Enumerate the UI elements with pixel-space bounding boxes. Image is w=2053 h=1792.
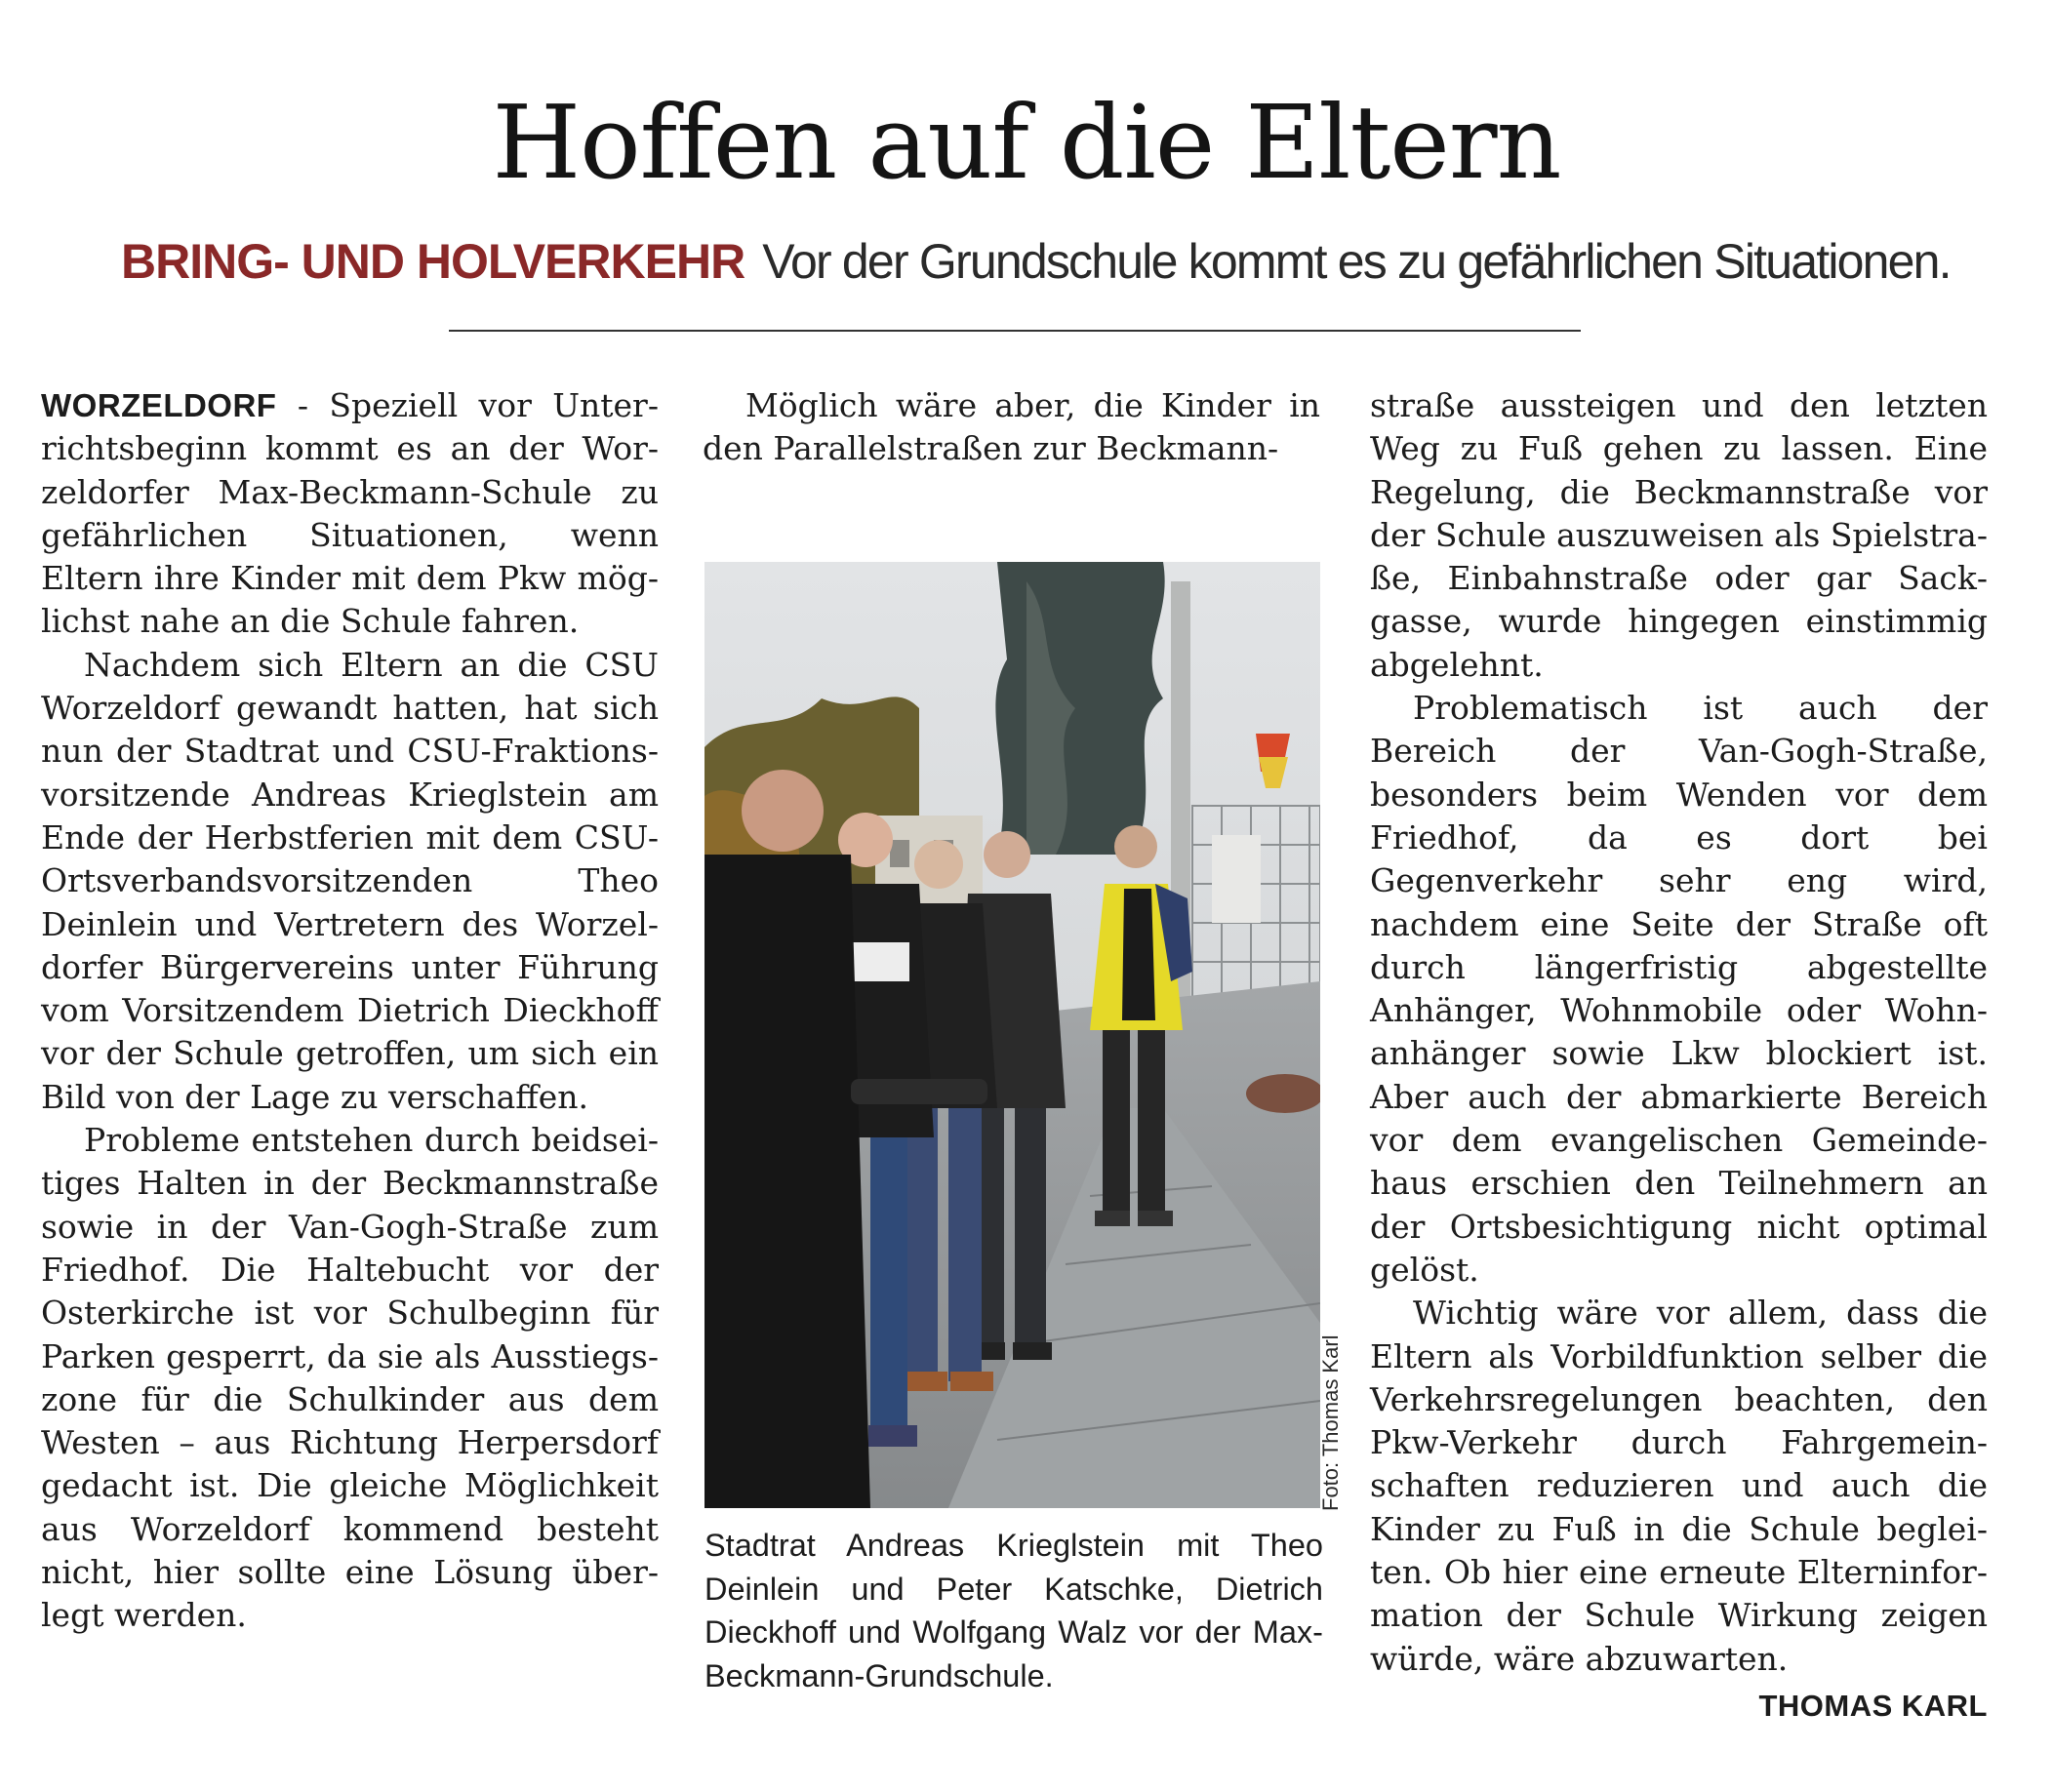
paragraph: Nachdem sich Eltern an die CSU Worzeldorf gewandt hatten, hat sich nun der Stadtrat und CSU-Fraktionsvorsitzende Andreas Krieglstein am Ende der Herbstferien mit dem CSU-Ortsverbandsvorsitzenden Theo Deinlein und Vertretern des Worzeldorfer Bürgervereins unter Führung vom Vorsitzendem Dietrich Dieckhoff vor der Schule getroffen, um sich ein Bild von der Lage zu verschaffen. — [41, 645, 659, 1116]
text-column-1 — [41, 384, 659, 1638]
headline: Hoffen auf die Eltern — [492, 83, 1561, 202]
paragraph: Möglich wäre aber, die Kinder in den Parallelstraßen zur Beckmann- — [703, 386, 1320, 468]
text-column-3 — [1370, 384, 1988, 1728]
kicker: BRING- UND HOLVERKEHR — [121, 234, 745, 289]
paragraph: Problematisch ist auch der Bereich der Van-Gogh-Straße, besonders beim Wenden vor dem Friedhof, da es dort bei Gegenverkehr sehr eng wird, nachdem eine Seite der Straße oft durch längerfristig abgestellte Anhänger, Wohnmobile oder Wohnanhänger sowie Lkw blockiert ist. Aber auch der abmarkierte Bereich vor dem evangelischen Gemeindehaus erschien den Teilnehmern an der Ortsbesichtigung nicht optimal gelöst. — [1370, 689, 1988, 1289]
subheadline-row — [121, 230, 1951, 293]
lead-paragraph — [41, 384, 659, 644]
text-column-2 — [703, 384, 1320, 471]
lead-text: - Speziell vor Unterrichtsbeginn kommt es an der Worzeldorfer Max-Beckmann-Schule zu gefährlichen Situationen, wenn Eltern ihre Kinder mit dem Pkw möglichst nahe an die Schule fahren. — [41, 386, 659, 641]
paragraph: Probleme entstehen durch beidseitiges Halten in der Beckmannstraße sowie in der Van-Gogh-Straße zum Friedhof. Die Haltebucht vor der Osterkirche ist vor Schulbeginn für Parken gesperrt, da sie als Ausstiegszone für die Schulkinder aus dem Westen – aus Richtung Herpersdorf gedacht ist. Die gleiche Möglichkeit aus Worzeldorf kommend besteht nicht, hier sollte eine Lösung überlegt werden. — [41, 1121, 659, 1635]
author-byline: THOMAS KARL — [1758, 1688, 1988, 1723]
photo-illustration — [704, 562, 1320, 1508]
paragraph: Wichtig wäre vor allem, dass die Eltern als Vorbildfunktion selber die Verkehrsregelungen beachten, den Pkw-Verkehr durch Fahrgemeinschaften reduzieren und auch die Kinder zu Fuß in die Schule begleiten. Ob hier eine erneute Elterninformation der Schule Wirkung zeigen würde, wäre abzuwarten. — [1370, 1294, 1988, 1678]
paragraph: straße aussteigen und den letzten Weg zu Fuß gehen zu lassen. Eine Regelung, die Beckmannstraße vor der Schule auszuweisen als Spielstraße, Einbahnstraße oder gar Sackgasse, wurde hingegen einstimmig abgelehnt. — [1370, 386, 1988, 684]
photo-caption: Stadtrat Andreas Krieglstein mit Theo Deinlein und Peter Katschke, Dietrich Dieckhoff und Wolfgang Walz vor der Max-Beckmann-Grundschule. — [704, 1528, 1323, 1693]
photo-credit: Foto: Thomas Karl — [1318, 1334, 1343, 1511]
subheadline: Vor der Grundschule kommt es zu gefährlichen Situationen. — [762, 234, 1951, 289]
headline-divider — [449, 330, 1581, 332]
article-photo — [704, 562, 1320, 1508]
dateline: WORZELDORF — [41, 387, 277, 423]
